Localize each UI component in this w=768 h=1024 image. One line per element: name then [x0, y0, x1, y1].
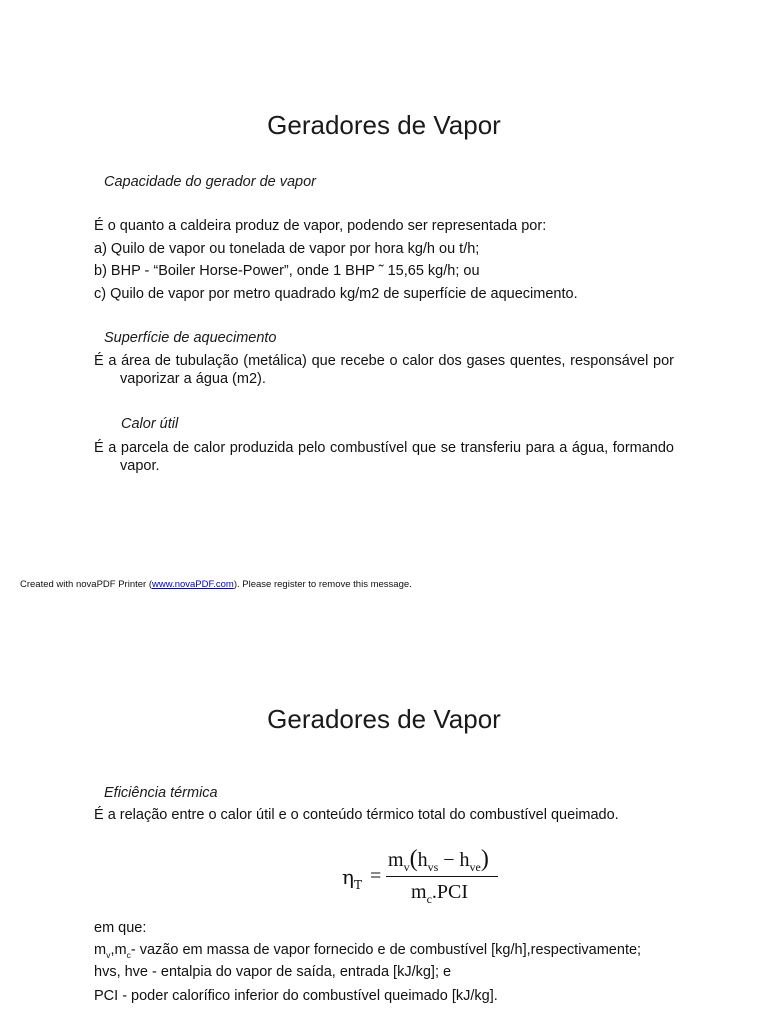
slide-2-title: Geradores de Vapor	[267, 704, 501, 734]
footer-suffix: ). Please register to remove this message.	[233, 579, 412, 590]
formula-equals: =	[370, 865, 382, 887]
definition-enthalpy: hvs, hve - entalpia do vapor de saída, entrada [kJ/kg]; e	[94, 964, 452, 980]
definition-pci: PCI - poder calorífico inferior do combustível queimado [kJ/kg].	[94, 988, 498, 1004]
formula-denominator: $m_c.PCI$	[411, 881, 469, 906]
definition-mass-flow: $m_v,m_c-$ vazão em massa de vapor fornecido e de combustível [kg/h],respectivamente;	[94, 942, 642, 960]
capacity-intro: É o quanto a caldeira produz de vapor, podendo ser representada por:	[94, 218, 547, 234]
surface-heading: Superfície de aquecimento	[104, 330, 277, 346]
novapdf-link[interactable]: www.novaPDF.com	[152, 579, 234, 590]
capacity-item-b: b) BHP - “Boiler Horse-Power”, onde 1 BHP ˜ 15,65 kg/h; ou	[94, 263, 480, 279]
capacity-item-c: c) Quilo de vapor por metro quadrado kg/m2 de superfície de aquecimento.	[94, 286, 578, 302]
where-label: em que:	[94, 920, 147, 936]
formula-numerator: $m_v(h_{vs} - h_{ve})$	[388, 846, 489, 874]
slide-1-title: Geradores de Vapor	[267, 110, 501, 140]
useful-heat-text: É a parcela de calor produzida pelo combustível que se transferiu para a água, formando vapor.	[94, 440, 674, 474]
capacity-heading: Capacidade do gerador de vapor	[104, 174, 317, 190]
formula-lhs: $\eta_T$	[342, 865, 362, 892]
efficiency-heading: Eficiência térmica	[104, 785, 218, 801]
useful-heat-heading: Calor útil	[121, 416, 179, 432]
surface-text: É a área de tubulação (metálica) que recebe o calor dos gases quentes, responsável por vaporizar a água (m2).	[94, 353, 674, 387]
efficiency-formula	[336, 843, 506, 906]
fraction-bar	[386, 876, 498, 877]
capacity-item-a: a) Quilo de vapor ou tonelada de vapor por hora kg/h ou t/h;	[94, 241, 480, 257]
watermark-footer	[20, 579, 412, 590]
footer-prefix: Created with novaPDF Printer (	[20, 579, 152, 590]
efficiency-text: É a relação entre o calor útil e o conteúdo térmico total do combustível queimado.	[94, 807, 619, 823]
slide-2	[0, 600, 768, 1024]
